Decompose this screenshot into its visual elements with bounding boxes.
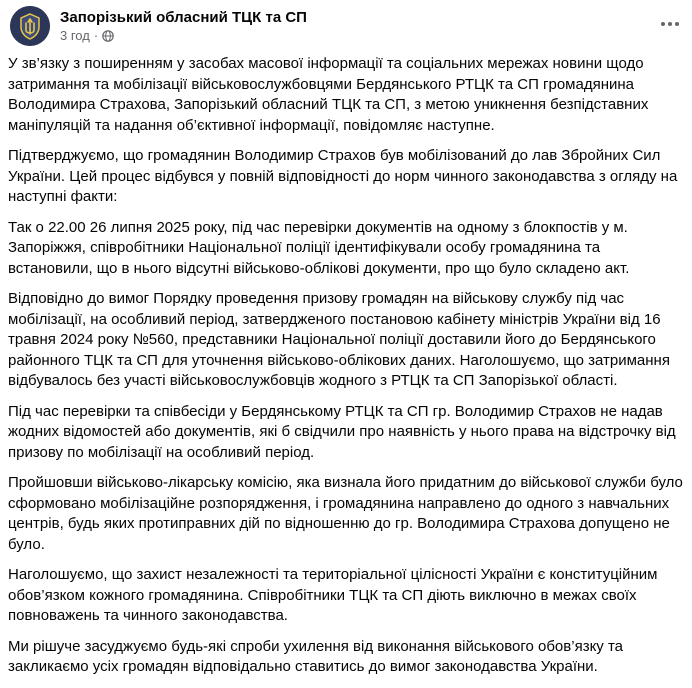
post-paragraph: У зв’язку з поширенням у засобах масової інформації та соціальних мережах новини щодо затримання та мобілізації військовослужбовцями Бердянського РТЦК та СП громадянина Володимира Страхова, Запорізький обласний ТЦК та СП, з метою уникнення безпідставних маніпуляцій та надання об’єктивної інформації, повідомляє наступне.	[8, 55, 649, 134]
post-paragraph: Пройшовши військово-лікарську комісію, яка визнала його придатним до військової служби було сформовано мобілізаційне розпорядження, і громадянина направлено до одного з навчальних центрів, будь яких протиправних дій по відношенню до гр. Володимира Страхова допущено не було.	[8, 474, 683, 553]
post-paragraph: Відповідно до вимог Порядку проведення призову громадян на військову службу під час мобілізації, на особливий період, затвердженого постановою кабінету міністрів України від 16 травня 2024 року №560, представники Національної поліції доставили його до Бердянського районного ТЦК та СП для уточнення військово-облікових даних. Наголошуємо, що затримання відбувалось без участі військовослужбовців жодного з РТЦК та СП Запорізької області.	[8, 290, 670, 389]
post-header	[0, 0, 692, 52]
emblem-icon	[10, 6, 50, 46]
post-paragraph: Ми рішуче засуджуємо будь-які спроби ухилення від виконання військового обов’язку та закликаємо усіх громадян відповідально ставитись до вимог законодавства України.	[8, 637, 624, 675]
post-paragraph: Підтверджуємо, що громадянин Володимир Страхов був мобілізований до лав Збройних Сил України. Цей процес відбувся у повній відповідності до норм чинного законодавства з огляду на наступні факти:	[8, 147, 678, 205]
more-horizontal-icon	[660, 21, 680, 27]
post-timestamp[interactable]: 3 год	[60, 28, 90, 43]
post-body	[8, 54, 684, 688]
page-name-link[interactable]: Запорізький обласний ТЦК та СП	[60, 9, 307, 26]
post-paragraph: Так о 22.00 26 липня 2025 року, під час перевірки документів на одному з блокпостів у м. Запоріжжя, співробітники Національної поліції ідентифікували особу громадянина та встановили, що в нього відсутні військово-облікові документи, про що було складено акт.	[8, 218, 630, 277]
globe-icon	[102, 30, 114, 42]
meta-separator: ·	[93, 28, 99, 43]
more-options-button[interactable]	[656, 10, 684, 38]
post-meta	[60, 28, 114, 43]
avatar[interactable]	[10, 6, 50, 46]
post-paragraph: Під час перевірки та співбесіди у Бердянському РТЦК та СП гр. Володимир Страхов не надав жодних відомостей або документів, які б свідчили про наявність у нього права на відстрочку від призову по мобілізації на особливий період.	[8, 402, 676, 461]
post-paragraph: Наголошуємо, що захист незалежності та територіальної цілісності України є конституційним обов’язком кожного громадянина. Співробітники ТЦК та СП діють виключно в межах своїх повноважень та чинного законодавства.	[8, 566, 658, 624]
